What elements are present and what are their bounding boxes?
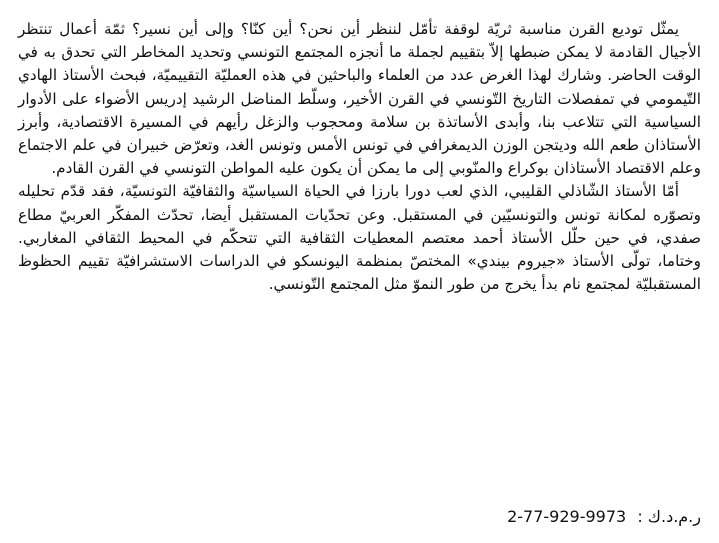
paragraph: أمّا الأستاذ الشّاذلي القليبي، الذي لعب دورا بارزا في الحياة السياسيّة والثقافيّة التونسيّة، فقد قدّم تحليله وتصوّره لمكانة تونس والتونسيّين في المستقبل. وعن تحدّيات المستقبل أيضا، تحدّث المفكّر العربيّ مطاع صفدي، في حين حلّل الأستاذ أحمد معتصم المعطيات الثقافية التي تتحكّم في المحيط الثقافي المغاربي. وختاما، تولّى الأستاذ «جيروم بيندي» المختصّ بمنظمة اليونسكو في الدراسات الاستشرافيّة تقييم الحظوظ المستقبليّة لمجتمع نام بدأ يخرج من طور النموّ مثل المجتمع التّونسي. — [18, 182, 701, 294]
isbn-line — [507, 506, 701, 528]
isbn-label: ر.م.د.ك : — [637, 507, 701, 526]
paragraph: يمثّل توديع القرن مناسبة ثريّة لوقفة تأمّل لننظر أين نحن؟ أين كنّا؟ وإلى أين نسير؟ ثمّة أعمال تنتظر الأجيال القادمة لا يمكن ضبطها إلاّ بتقييم لجملة ما أنجزه المجتمع التونسي وتحديد المخاطر التي تحدق به في الوقت الحاضر. وشارك لهذا الغرض عدد من العلماء والباحثين في هذه العمليّة التقييميّة، فبحث الأستاذ الهادي التّيمومي في تمفصلات التاريخ التّونسي في القرن الأخير، وسلّط المناضل الرشيد إدريس الأضواء على الأدوار السياسية التي تتلاعب بنا، وأبدى الأساتذة بن سلامة ومحجوب والزغل رأيهم في المسيرة الاقتصادية، وأبرز الأستاذان طعم الله وديتجن الوزن الديمغرافي في تونس الأمس وتونس الغد، وتعرّض خبيران في علم الاجتماع وعلم الاقتصاد الأستاذان بوكراع والمنّوبي إلى ما يمكن أن يكون عليه المواطن التونسي في القرن القادم. — [18, 20, 701, 178]
isbn-value: 2-77-929-9973 — [507, 507, 627, 526]
body-text — [18, 18, 701, 296]
